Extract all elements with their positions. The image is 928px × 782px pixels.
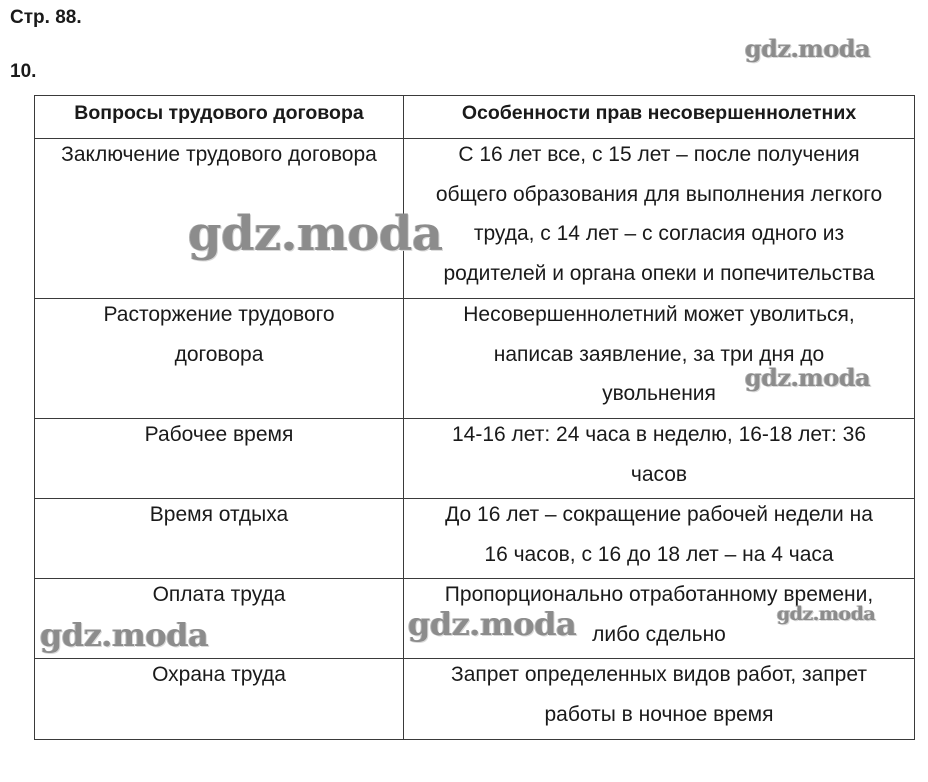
table-row	[35, 499, 915, 579]
cell-line: Оплата труда	[152, 583, 286, 606]
cell-line: 14-16 лет: 24 часа в неделю, 16-18 лет: 36	[451, 423, 867, 446]
feature-cell	[404, 419, 915, 499]
header-label: Вопросы трудового договора	[74, 102, 364, 124]
cell-line: Несовершеннолетний может уволиться,	[463, 303, 855, 326]
table-row	[35, 139, 915, 299]
table-row	[35, 299, 915, 419]
cell-line: часов	[630, 462, 688, 486]
feature-cell	[404, 659, 915, 740]
cell-line: написав заявление, за три дня до	[493, 342, 825, 366]
header-questions	[35, 96, 404, 139]
task-number: 10.	[10, 61, 37, 82]
cell-line: родителей и органа опеки и попечительства	[443, 261, 875, 285]
table-row	[35, 419, 915, 499]
page-number-label: Стр. 88.	[10, 7, 82, 28]
table-row	[35, 659, 915, 740]
header-features	[404, 96, 915, 139]
header-label: Особенности прав несовершеннолетних	[461, 102, 857, 124]
cell-line: Охрана труда	[152, 663, 286, 686]
cell-line: труда, с 14 лет – с согласия одного из	[473, 222, 845, 245]
watermark: gdz.moda	[777, 603, 876, 625]
cell-line: увольнения	[602, 382, 716, 405]
cell-line: Заключение трудового договора	[61, 143, 377, 166]
cell-line: Пропорционально отработанному времени,	[444, 583, 874, 606]
cell-line: Запрет определенных видов работ, запрет	[451, 663, 867, 686]
feature-cell	[404, 499, 915, 579]
table-header-row	[35, 96, 915, 139]
question-cell	[35, 419, 404, 499]
feature-cell	[404, 299, 915, 419]
cell-line: договора	[174, 342, 264, 366]
watermark: gdz.moda	[745, 34, 871, 63]
question-cell	[35, 659, 404, 740]
cell-line: Расторжение трудового	[103, 303, 335, 326]
cell-line: Рабочее время	[144, 423, 294, 446]
watermark: gdz.moda	[40, 616, 209, 654]
question-cell	[35, 299, 404, 419]
cell-line: До 16 лет – сокращение рабочей недели на	[445, 503, 873, 526]
cell-line: либо сдельно	[592, 622, 726, 646]
cell-line: общего образования для выполнения легкого	[435, 182, 883, 206]
watermark: gdz.moda	[745, 363, 871, 392]
watermark: gdz.moda	[188, 206, 443, 262]
cell-line: Время отдыха	[149, 503, 289, 526]
question-cell	[35, 499, 404, 579]
cell-line: С 16 лет все, с 15 лет – после получения	[458, 143, 860, 166]
cell-line: работы в ночное время	[544, 702, 774, 726]
feature-cell	[404, 139, 915, 299]
cell-line: 16 часов, с 16 до 18 лет – на 4 часа	[484, 542, 834, 566]
watermark: gdz.moda	[408, 605, 577, 643]
